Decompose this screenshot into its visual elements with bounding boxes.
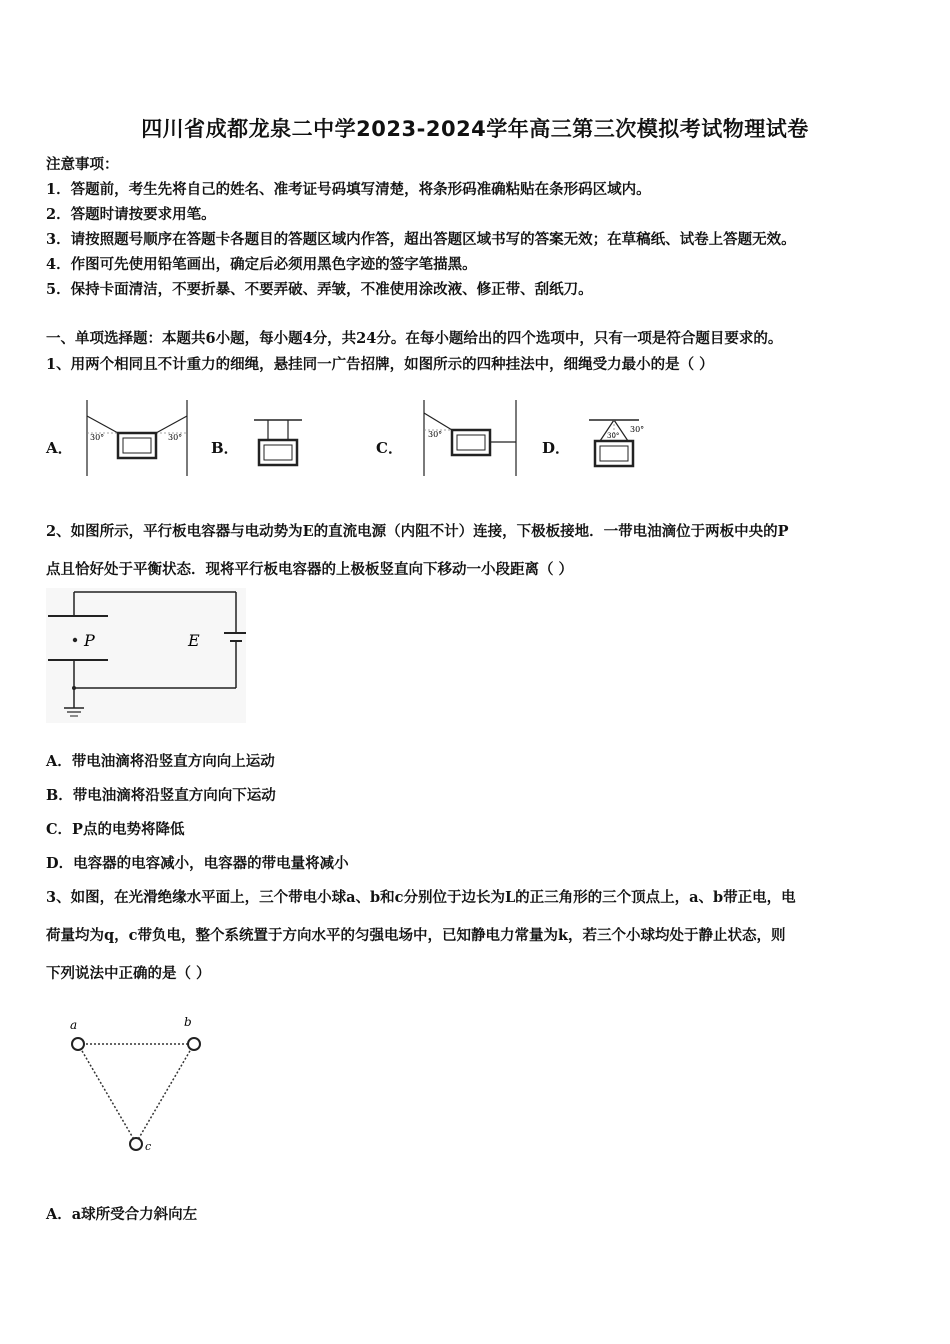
ball-a-label: a bbox=[70, 1018, 78, 1032]
note-item: 2．答题时请按要求用笔。 bbox=[46, 206, 216, 223]
q1-figure-d bbox=[585, 416, 655, 472]
q2-option-c: C．P点的电势将降低 bbox=[46, 821, 185, 838]
q3-triangle-figure bbox=[62, 1012, 212, 1157]
notes-heading: 注意事项： bbox=[46, 156, 119, 173]
question-2-text-line1: 2、如图所示，平行板电容器与电动势为E的直流电源（内阻不计）连接，下极板接地．一带电油滴位于两板中央的P bbox=[46, 523, 789, 540]
question-3-text-line2: 荷量均为q，c带负电，整个系统置于方向水平的匀强电场中，已知静电力常量为k，若三个小球均处于静止状态，则 bbox=[46, 927, 786, 944]
note-item: 4．作图可先使用铅笔画出，确定后必须用黑色字迹的签字笔描黑。 bbox=[46, 256, 477, 273]
q1-figure-a bbox=[82, 398, 192, 478]
note-item: 3．请按照题号顺序在答题卡各题目的答题区域内作答，超出答题区域书写的答案无效；在草稿纸、试卷上答题无效。 bbox=[46, 231, 796, 248]
note-item: 1．答题前，考生先将自己的姓名、准考证号码填写清楚，将条形码准确粘贴在条形码区域内。 bbox=[46, 181, 651, 198]
question-3-text-line3: 下列说法中正确的是（ ） bbox=[46, 965, 211, 982]
page-title: 四川省成都龙泉二中学2023-2024学年高三第三次模拟考试物理试卷 bbox=[141, 117, 809, 141]
svg-text:30°: 30° bbox=[168, 433, 183, 442]
question-1-text: 1、用两个相同且不计重力的细绳，悬挂同一广告招牌，如图所示的四种挂法中，细绳受力最小的是（ ） bbox=[46, 356, 714, 373]
q1-figure-c bbox=[420, 398, 520, 478]
ball-c-label: c bbox=[145, 1140, 152, 1153]
q1-option-a-label: A． bbox=[46, 439, 73, 457]
q2-option-d: D．电容器的电容减小，电容器的带电量将减小 bbox=[46, 855, 349, 872]
q3-option-a: A．a球所受合力斜向左 bbox=[46, 1206, 198, 1223]
q2-option-b: B．带电油滴将沿竖直方向向下运动 bbox=[46, 787, 276, 804]
svg-text:30°: 30° bbox=[630, 425, 645, 434]
q2-option-a: A．带电油滴将沿竖直方向向上运动 bbox=[46, 753, 275, 770]
q2-circuit-figure bbox=[46, 588, 246, 723]
question-3-text-line1: 3、如图，在光滑绝缘水平面上，三个带电小球a、b和c分别位于边长为L的正三角形的三个顶点上，a、b带正电，电 bbox=[46, 889, 796, 906]
svg-text:30°: 30° bbox=[90, 433, 105, 442]
emf-e-label: E bbox=[188, 631, 200, 650]
note-item: 5．保持卡面清洁，不要折暴、不要弄破、弄皱，不准使用涂改液、修正带、刮纸刀。 bbox=[46, 281, 593, 298]
q1-option-d-label: D． bbox=[542, 439, 571, 457]
svg-text:30°: 30° bbox=[428, 430, 443, 439]
q1-option-c-label: C． bbox=[376, 439, 403, 457]
question-2-text-line2: 点且恰好处于平衡状态．现将平行板电容器的上极板竖直向下移动一小段距离（ ） bbox=[46, 561, 574, 578]
ball-b-label: b bbox=[184, 1015, 192, 1029]
q1-option-b-label: B． bbox=[211, 439, 239, 457]
section-heading: 一、单项选择题：本题共6小题，每小题4分，共24分。在每小题给出的四个选项中，只有一项是符合题目要求的。 bbox=[46, 330, 783, 347]
q1-figure-b bbox=[250, 418, 310, 470]
point-p-label: P bbox=[84, 631, 95, 650]
svg-text:30°: 30° bbox=[607, 432, 620, 440]
